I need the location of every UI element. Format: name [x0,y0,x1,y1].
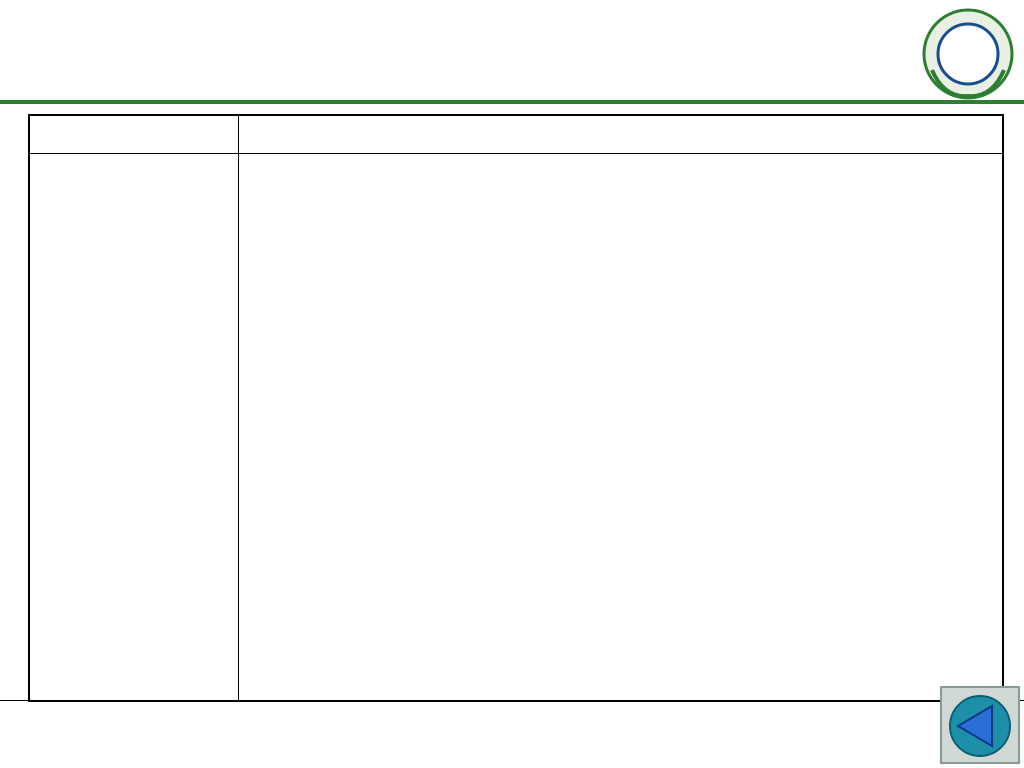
title-divider [0,100,1024,104]
back-arrow-icon[interactable] [940,686,1020,764]
roughness-table [28,114,1004,702]
header-code [30,116,238,153]
university-seal-logo [918,6,1018,102]
footer-divider [0,700,1024,701]
table-header-row [30,116,1002,154]
footer-university-logo [4,708,260,764]
column-divider [238,116,239,700]
header-meaning [238,116,1004,153]
